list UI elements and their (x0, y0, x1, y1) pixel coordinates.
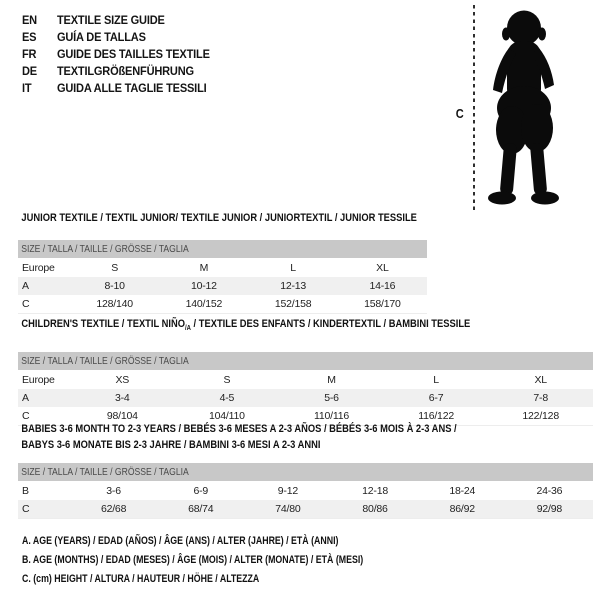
language-code: EN (22, 12, 37, 27)
cell: S (111, 262, 119, 274)
language-title: GUIDA ALLE TAGLIE TESSILI (56, 80, 207, 95)
row-label: Europe (22, 374, 55, 387)
cell: 9-12 (277, 485, 299, 497)
cell: 62/68 (100, 503, 127, 515)
cell: L (290, 262, 296, 274)
cell: 4-5 (219, 392, 235, 405)
cell: 12-18 (362, 485, 388, 497)
size-header-bar (18, 463, 593, 481)
cell: 104/110 (209, 410, 245, 423)
language-code: ES (22, 29, 37, 44)
table-row-height (18, 500, 593, 518)
cell: 110/116 (313, 410, 349, 423)
language-code: DE (22, 63, 37, 78)
title-part: / TEXTILE DES ENFANTS / KINDERTEXTIL / BAMBINI TESSILE (190, 318, 471, 330)
language-title: GUIDE DES TAILLES TEXTILE (56, 46, 210, 61)
row-label: Europe (22, 262, 55, 274)
cell: 14-16 (369, 280, 396, 292)
cell: 116/122 (418, 410, 454, 423)
title-subscript: /A (185, 325, 191, 333)
table-row-height (18, 295, 427, 313)
cell: 24-36 (536, 485, 563, 497)
language-code: IT (22, 80, 32, 95)
cell: 140/152 (185, 298, 223, 310)
cell: M (199, 262, 209, 274)
language-title: TEXTILE SIZE GUIDE (56, 12, 165, 27)
title-line-2: BABYS 3-6 MONATE BIS 2-3 JAHRE / BAMBINI 3-6 MESI A 2-3 ANNI (21, 439, 321, 451)
row-label: C (22, 410, 30, 423)
children-section (18, 318, 593, 426)
row-label: C (22, 503, 30, 515)
height-measure-dashed-line (473, 5, 475, 211)
legend-notes (22, 532, 449, 589)
row-label: C (22, 298, 30, 310)
cell: 3-6 (106, 485, 121, 497)
cell: 8-10 (104, 280, 125, 292)
row-label: A (22, 280, 29, 292)
cell: 6-9 (193, 485, 209, 497)
size-header-label: SIZE / TALLA / TAILLE / GRÖSSE / TAGLIA (21, 355, 189, 368)
babies-size-table (18, 463, 593, 519)
language-row-fr (22, 45, 210, 62)
cell: 6-7 (428, 392, 444, 405)
cell: 158/170 (364, 298, 401, 310)
junior-section-title: JUNIOR TEXTILE / TEXTIL JUNIOR/ TEXTILE JUNIOR / JUNIORTEXTIL / JUNIOR TESSILE (21, 212, 417, 224)
cell: S (223, 374, 231, 387)
note-age-years: A. AGE (YEARS) / EDAD (AÑOS) / ÂGE (ANS) / ALTER (JAHRE) / ETÀ (ANNI) (22, 535, 339, 547)
title-part: CHILDREN'S TEXTILE / TEXTIL NIÑO (21, 318, 186, 330)
cell: XL (534, 374, 547, 387)
cell: XS (115, 374, 130, 387)
language-title: GUÍA DE TALLAS (56, 29, 146, 44)
language-title-list (22, 11, 226, 96)
language-title: TEXTILGRÖßENFÜHRUNG (56, 63, 194, 78)
cell: XL (376, 262, 389, 274)
babies-section (18, 421, 593, 519)
cell: 152/158 (274, 298, 312, 310)
cell: 92/98 (536, 503, 563, 515)
cell: 74/80 (275, 503, 301, 515)
cell: 3-4 (115, 392, 130, 405)
children-size-table (18, 352, 593, 426)
title-line-1: BABIES 3-6 MONTH TO 2-3 YEARS / BEBÉS 3-6 MESES A 2-3 AÑOS / BÉBÉS 3-6 MOIS À 2-3 ANS / (21, 423, 457, 435)
cell: 122/128 (522, 410, 559, 423)
size-header-bar (18, 352, 593, 370)
cell: 68/74 (188, 503, 214, 515)
table-row-age-months (18, 482, 593, 500)
note-age-months: B. AGE (MONTHS) / EDAD (MESES) / ÂGE (MOIS) / ALTER (MONATE) / ETÀ (MESI) (22, 554, 364, 566)
babies-section-title (18, 421, 507, 453)
language-row-de (22, 62, 210, 79)
cell: 18-24 (449, 485, 476, 497)
cell: 12-13 (280, 280, 307, 292)
cell: 98/104 (106, 410, 138, 423)
language-row-es (22, 28, 210, 45)
size-header-bar (18, 240, 427, 258)
size-header-label: SIZE / TALLA / TAILLE / GRÖSSE / TAGLIA (21, 243, 189, 255)
language-row-en (22, 11, 210, 28)
table-row-europe (18, 371, 593, 389)
note-height-cm: C. (cm) HEIGHT / ALTURA / HAUTEUR / HÖHE / ALTEZZA (22, 573, 260, 585)
cell: 80/86 (362, 503, 388, 515)
cell: 128/140 (96, 298, 133, 310)
language-code: FR (22, 46, 37, 61)
height-measure-label: C (455, 106, 464, 121)
cell: M (327, 374, 336, 387)
cell: 7-8 (533, 392, 548, 405)
table-row-age (18, 389, 593, 407)
row-label: B (22, 485, 29, 497)
cell: 10-12 (190, 280, 217, 292)
junior-size-table (18, 240, 427, 314)
language-row-it (22, 79, 210, 96)
row-label: A (22, 392, 29, 405)
cell: 86/92 (449, 503, 475, 515)
cell: 5-6 (324, 392, 339, 405)
table-row-europe (18, 259, 427, 277)
size-header-label: SIZE / TALLA / TAILLE / GRÖSSE / TAGLIA (21, 466, 189, 478)
junior-section (18, 212, 593, 314)
table-row-age (18, 277, 427, 295)
cell: L (433, 374, 439, 387)
toddler-silhouette-icon (482, 8, 566, 207)
children-section-title (18, 318, 507, 335)
